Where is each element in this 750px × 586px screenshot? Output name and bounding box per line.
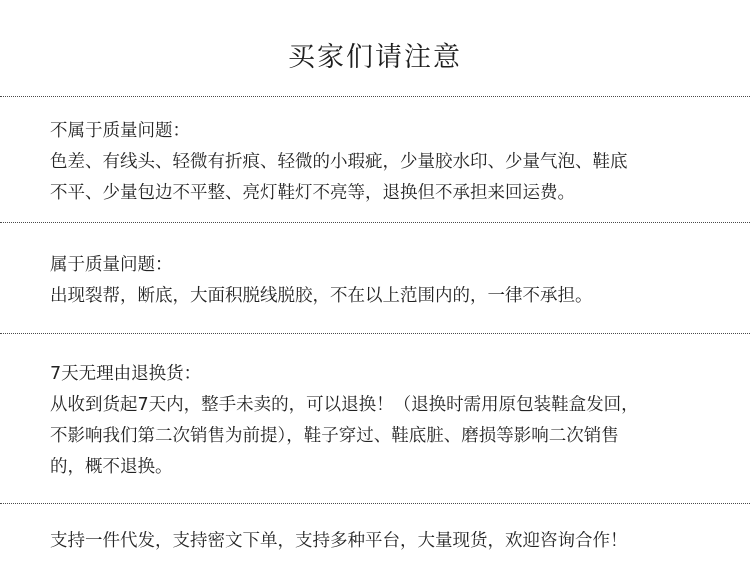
section-line: 色差、有线头、轻微有折痕、轻微的小瑕疵，少量胶水印、少量气泡、鞋底 [50, 152, 628, 172]
section-seven-day-return [50, 359, 720, 483]
footer-text: 支持一件代发，支持密文下单，支持多种平台，大量现货，欢迎咨询合作！ [50, 531, 628, 551]
divider [0, 503, 750, 504]
section-heading: 7天无理由退换货： [50, 364, 202, 384]
section-line: 不平、少量包边不平整、亮灯鞋灯不亮等，退换但不承担来回运费。 [50, 183, 575, 203]
footer-note [50, 526, 720, 557]
section-line: 不影响我们第二次销售为前提），鞋子穿过、鞋底脏、磨损等影响二次销售 [50, 426, 619, 446]
page-title: 买家们请注意 [288, 42, 462, 73]
divider [0, 96, 750, 97]
divider [0, 222, 750, 223]
section-heading: 不属于质量问题： [50, 121, 190, 141]
section-line: 出现裂帮，断底，大面积脱线脱胶，不在以上范围内的，一律不承担。 [50, 286, 593, 306]
section-line: 从收到货起7天内，整手未卖的，可以退换！（退换时需用原包装鞋盒发回， [50, 395, 639, 415]
section-not-quality-issue [50, 116, 720, 209]
section-heading: 属于质量问题： [50, 255, 173, 275]
section-line: 的，概不退换。 [50, 457, 173, 477]
divider [0, 333, 750, 334]
section-quality-issue [50, 250, 720, 312]
